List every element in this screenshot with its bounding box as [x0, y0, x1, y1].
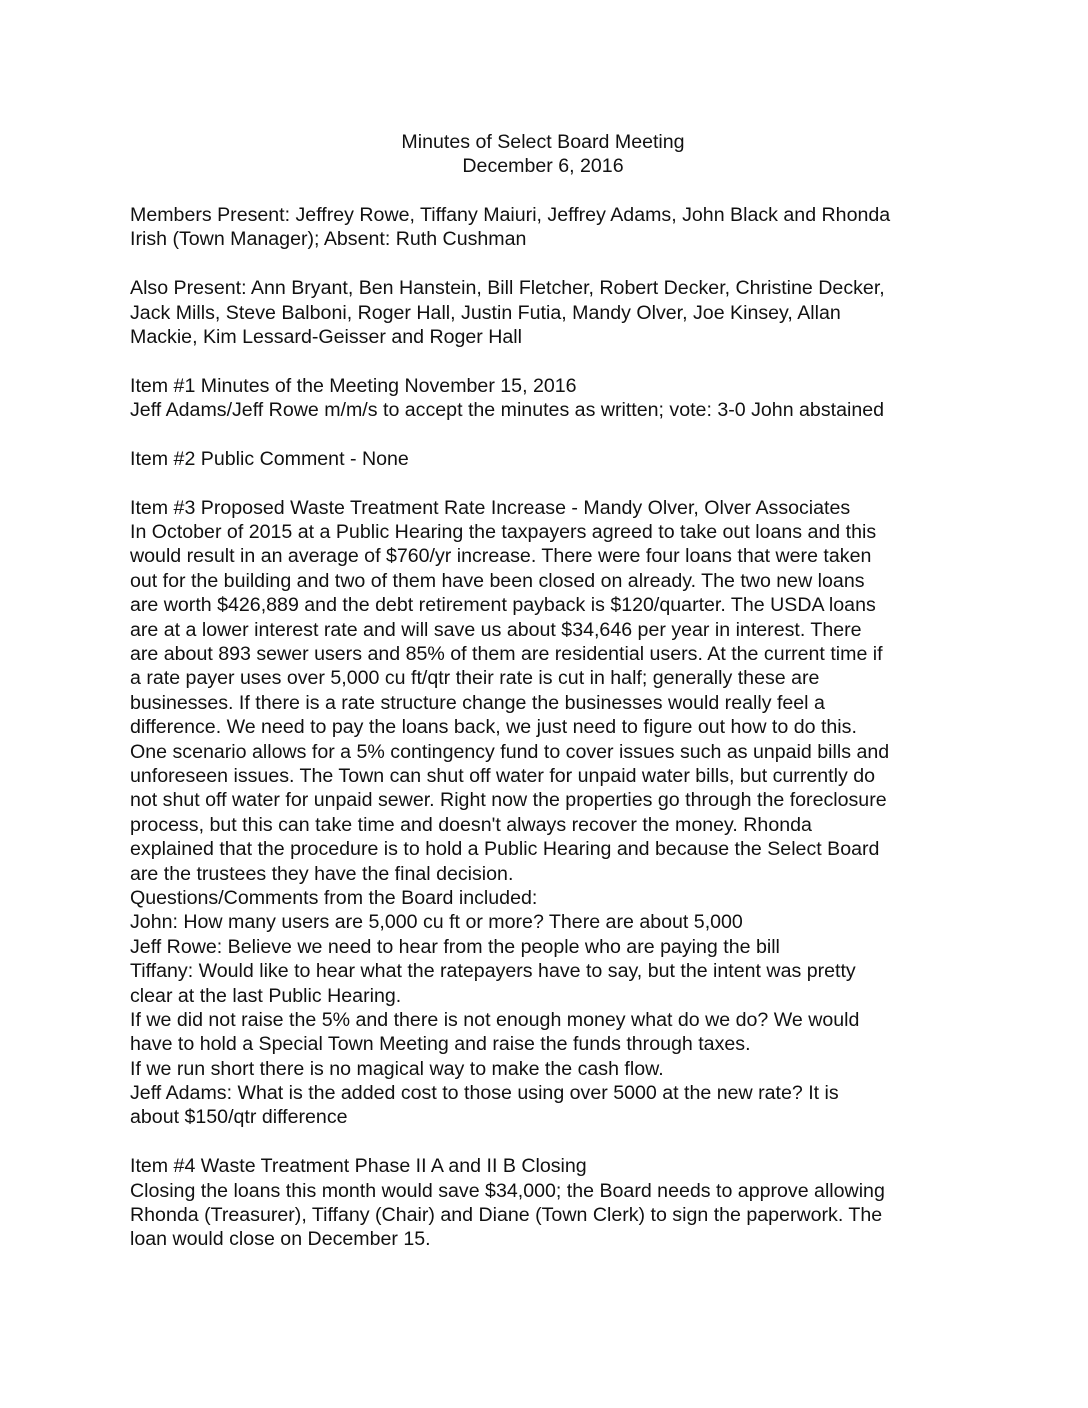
paragraph-item-4 — [130, 1154, 970, 1252]
text-line: not shut off water for unpaid sewer. Right now the properties go through the foreclosure — [130, 789, 887, 812]
paragraph-item-1 — [130, 374, 970, 423]
text-line: Item #1 Minutes of the Meeting November 15, 2016 — [130, 374, 577, 397]
text-line: Also Present: Ann Bryant, Ben Hanstein, Bill Fletcher, Robert Decker, Christine Decker, — [130, 277, 885, 300]
text-line: Item #4 Waste Treatment Phase II A and II B Closing — [130, 1155, 587, 1178]
minutes-body — [130, 203, 970, 1276]
text-line: Questions/Comments from the Board included: — [130, 886, 538, 909]
document-header — [130, 130, 956, 179]
paragraph-members — [130, 203, 970, 252]
text-line: are worth $426,889 and the debt retirement payback is $120/quarter. The USDA loans — [130, 594, 876, 617]
text-line: If we did not raise the 5% and there is not enough money what do we do? We would — [130, 1008, 860, 1031]
text-line: John: How many users are 5,000 cu ft or more? There are about 5,000 — [130, 911, 743, 934]
text-line: explained that the procedure is to hold a Public Hearing and because the Select Board — [130, 838, 880, 861]
text-line: are about 893 sewer users and 85% of them are residential users. At the current time if — [130, 643, 883, 666]
text-line: In October of 2015 at a Public Hearing the taxpayers agreed to take out loans and this — [130, 521, 877, 544]
text-line: Rhonda (Treasurer), Tiffany (Chair) and Diane (Town Clerk) to sign the paperwork. The — [130, 1204, 883, 1227]
text-line: loan would close on December 15. — [130, 1228, 431, 1251]
text-line: Members Present: Jeffrey Rowe, Tiffany Maiuri, Jeffrey Adams, John Black and Rhonda — [130, 204, 891, 226]
text-line: Item #2 Public Comment - None — [130, 447, 409, 470]
text-line: unforeseen issues. The Town can shut off water for unpaid water bills, but currently do — [130, 764, 875, 787]
text-line: would result in an average of $760/yr increase. There were four loans that were taken — [130, 545, 872, 568]
text-line: Jeff Adams/Jeff Rowe m/m/s to accept the minutes as written; vote: 3-0 John abstained — [130, 399, 885, 422]
text-line: have to hold a Special Town Meeting and raise the funds through taxes. — [130, 1033, 751, 1056]
text-line: out for the building and two of them have been closed on already. The two new loans — [130, 569, 865, 592]
text-line: Jeff Rowe: Believe we need to hear from the people who are paying the bill — [130, 935, 780, 958]
text-line: clear at the last Public Hearing. — [130, 984, 402, 1007]
text-line: difference. We need to pay the loans back, we just need to figure out how to do this. — [130, 716, 857, 739]
text-line: are the trustees they have the final decision. — [130, 862, 514, 885]
text-line: about $150/qtr difference — [130, 1106, 348, 1129]
document-title: Minutes of Select Board Meeting — [401, 131, 685, 153]
paragraph-item-2 — [130, 447, 970, 471]
text-line: process, but this can take time and doesn't always recover the money. Rhonda — [130, 813, 812, 836]
text-line: If we run short there is no magical way to make the cash flow. — [130, 1057, 664, 1080]
meeting-date: December 6, 2016 — [462, 155, 624, 178]
text-line: businesses. If there is a rate structure change the businesses would really feel a — [130, 691, 825, 714]
text-line: Irish (Town Manager); Absent: Ruth Cushman — [130, 228, 527, 251]
paragraph-item-3 — [130, 496, 970, 1130]
text-line: are at a lower interest rate and will save us about $34,646 per year in interest. There — [130, 618, 862, 641]
text-line: Item #3 Proposed Waste Treatment Rate Increase - Mandy Olver, Olver Associates — [130, 496, 851, 519]
text-line: Jack Mills, Steve Balboni, Roger Hall, Justin Futia, Mandy Olver, Joe Kinsey, Allan — [130, 301, 841, 324]
paragraph-also-present — [130, 276, 970, 349]
text-line: Mackie, Kim Lessard-Geisser and Roger Hall — [130, 325, 523, 348]
text-line: Tiffany: Would like to hear what the ratepayers have to say, but the intent was pretty — [130, 960, 856, 983]
text-line: One scenario allows for a 5% contingency fund to cover issues such as unpaid bills and — [130, 740, 890, 763]
text-line: a rate payer uses over 5,000 cu ft/qtr their rate is cut in half; generally these are — [130, 667, 820, 690]
text-line: Closing the loans this month would save $34,000; the Board needs to approve allowing — [130, 1179, 885, 1202]
text-line: Jeff Adams: What is the added cost to those using over 5000 at the new rate? It is — [130, 1082, 839, 1105]
